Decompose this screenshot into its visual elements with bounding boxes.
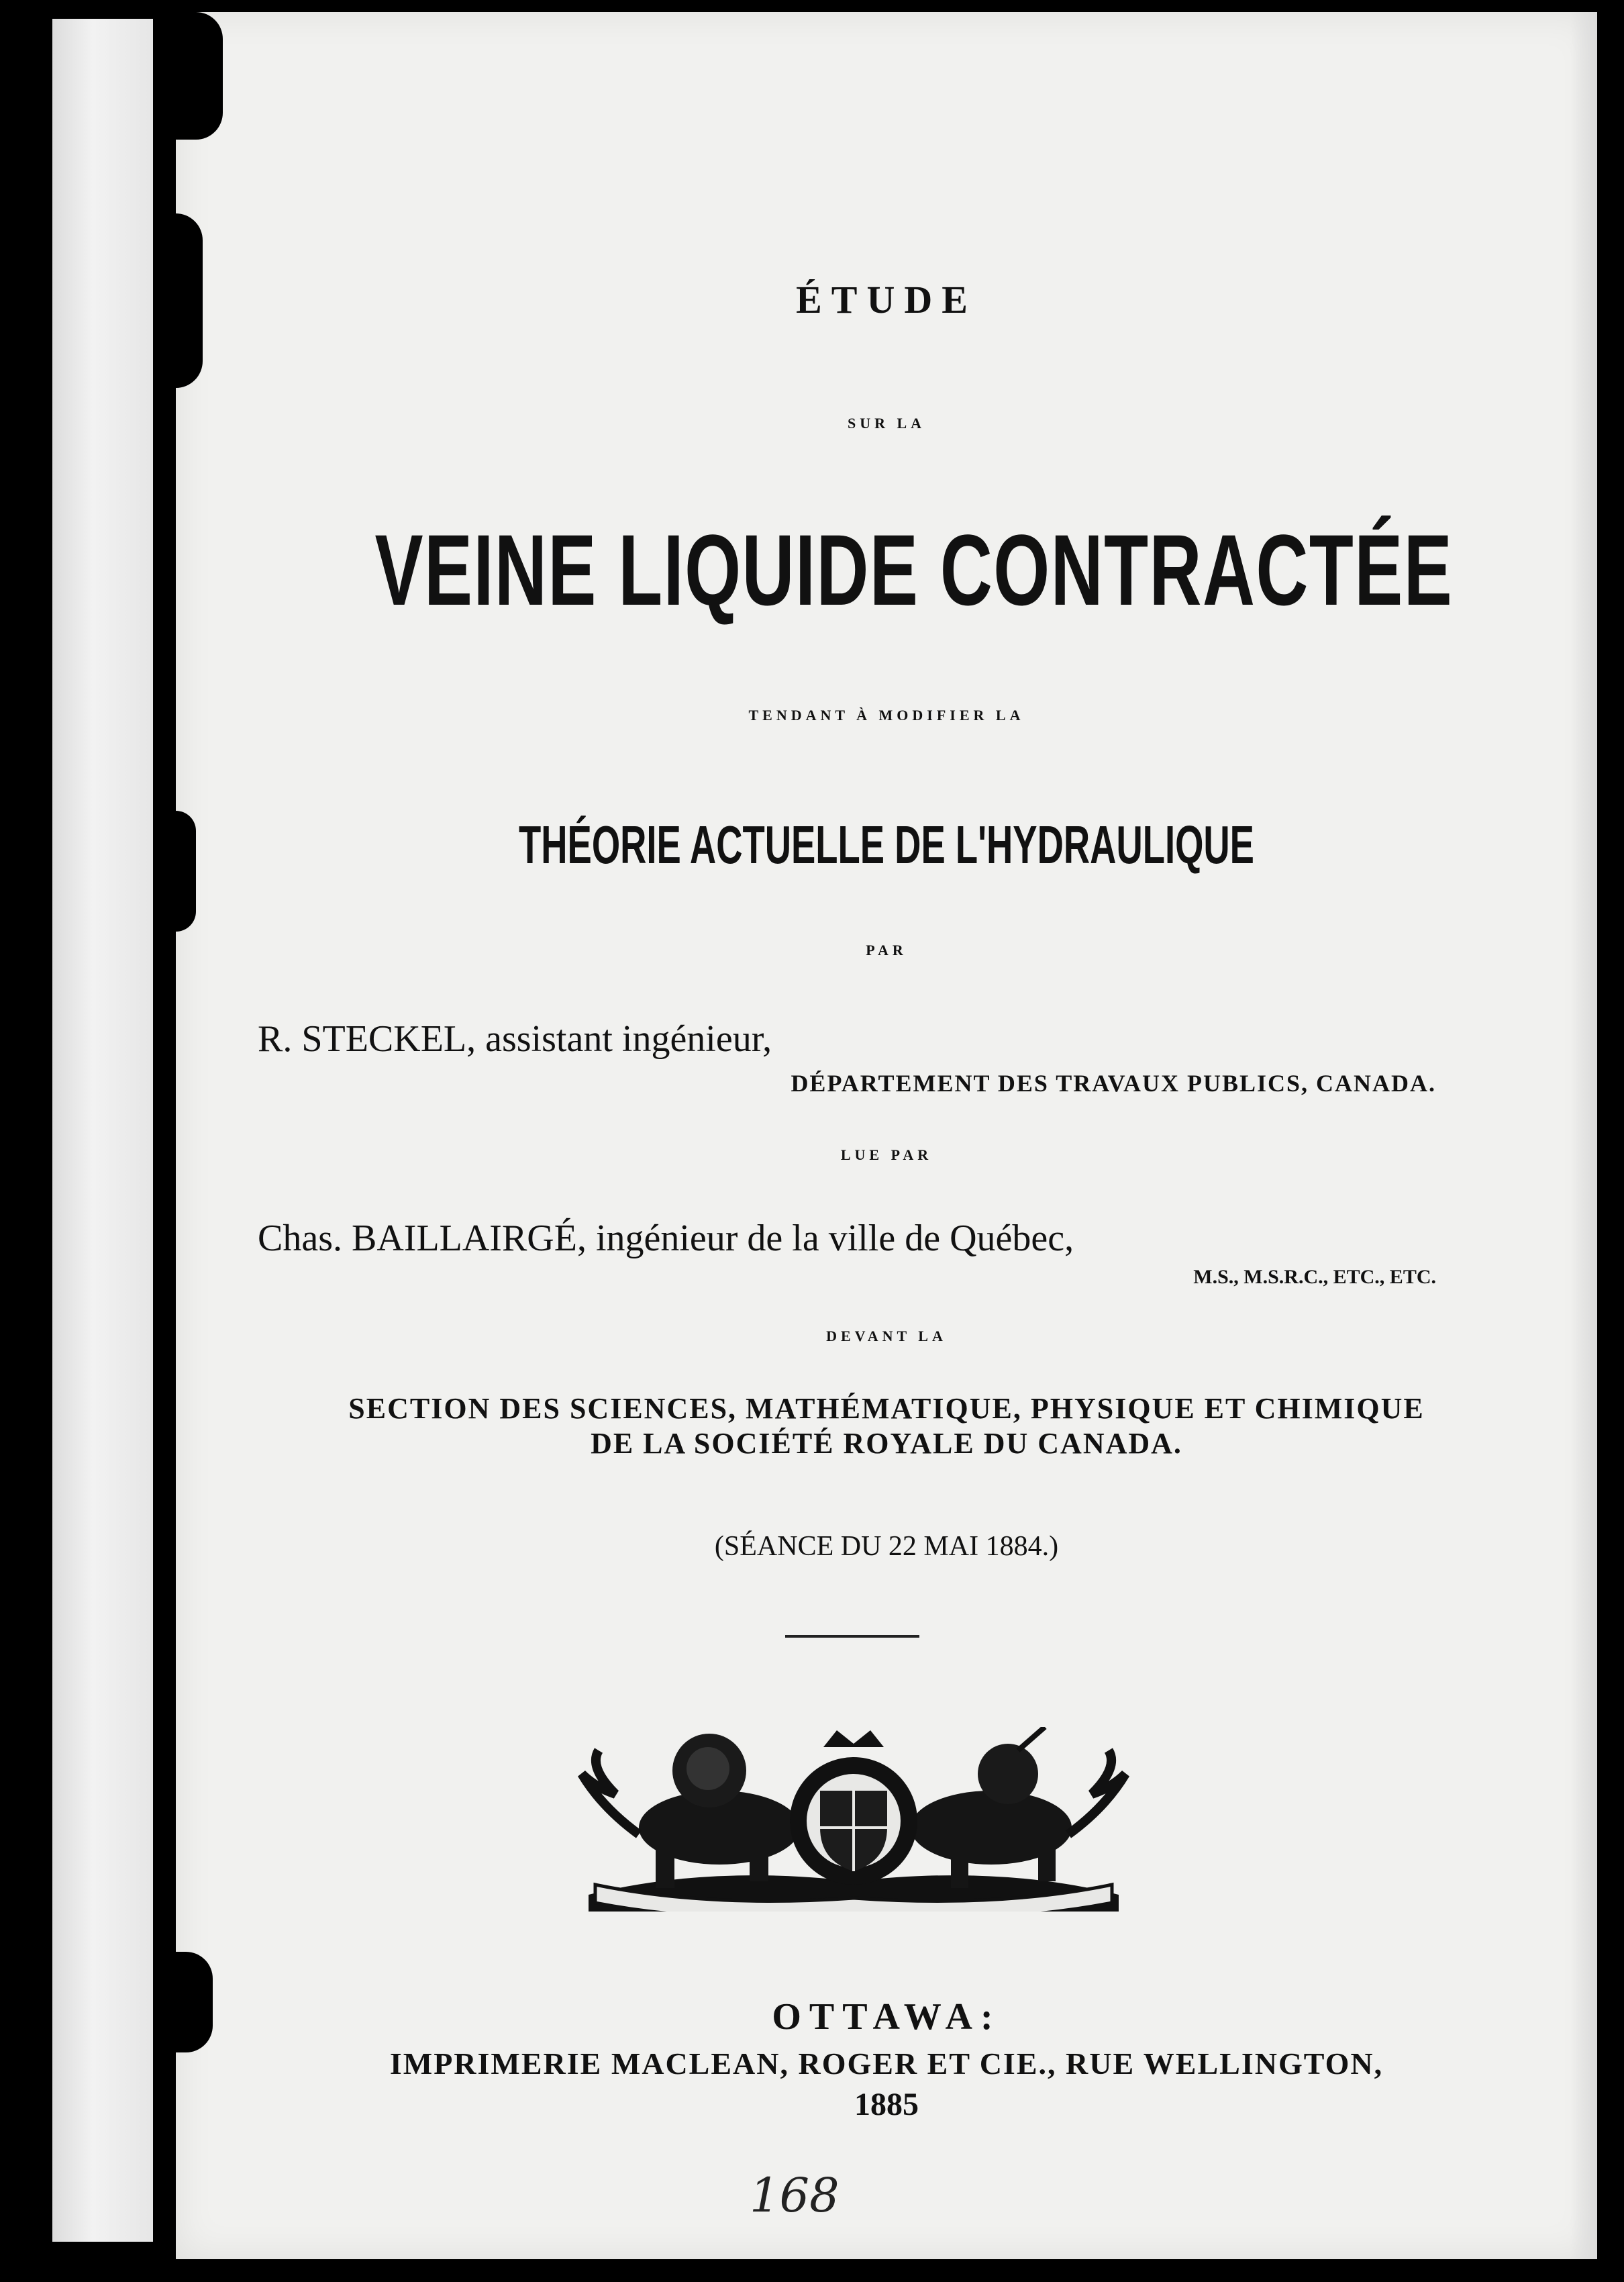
par-text: PAR — [866, 942, 907, 958]
devant-la-text: DEVANT LA — [826, 1328, 947, 1344]
section-line-2: DE LA SOCIÉTÉ ROYALE DU CANADA. — [591, 1427, 1182, 1460]
tendant-text: TENDANT À MODIFIER LA — [748, 707, 1025, 724]
credentials-line: M.S., M.S.R.C., ETC., ETC. — [1193, 1266, 1436, 1288]
page-right-edge — [1570, 12, 1597, 2259]
main-title: VEINE LIQUIDE CONTRACTÉE — [374, 513, 1454, 626]
title-page — [176, 12, 1597, 2259]
torn-edge — [176, 811, 196, 932]
etude-heading: ÉTUDE — [796, 278, 977, 321]
sur-la-text: SUR LA — [847, 415, 926, 432]
torn-edge — [176, 12, 223, 140]
lue-par-text: LUE PAR — [840, 1146, 933, 1163]
page-edge-strip — [52, 19, 153, 2242]
publication-year: 1885 — [854, 2087, 919, 2122]
handwritten-number: 168 — [750, 2168, 840, 2223]
seance-date: (SÉANCE DU 22 MAI 1884.) — [714, 1531, 1059, 1562]
reader-line: Chas. BAILLAIRGÉ, ingénieur de la ville de Québec, — [258, 1218, 1074, 1259]
city-line: OTTAWA: — [772, 1996, 1001, 2038]
printer-line: IMPRIMERIE MACLEAN, ROGER ET CIE., RUE WELLINGTON, — [389, 2046, 1384, 2081]
section-line-1: SECTION DES SCIENCES, MATHÉMATIQUE, PHYSIQUE ET CHIMIQUE — [348, 1392, 1425, 1425]
author-line: R. STECKEL, assistant ingénieur, — [258, 1018, 772, 1060]
royal-coat-of-arms-icon — [575, 1727, 1132, 1912]
subtitle: THÉORIE ACTUELLE DE L'HYDRAULIQUE — [519, 815, 1254, 875]
divider-rule — [785, 1635, 919, 1638]
department-line: DÉPARTEMENT DES TRAVAUX PUBLICS, CANADA. — [791, 1070, 1436, 1097]
